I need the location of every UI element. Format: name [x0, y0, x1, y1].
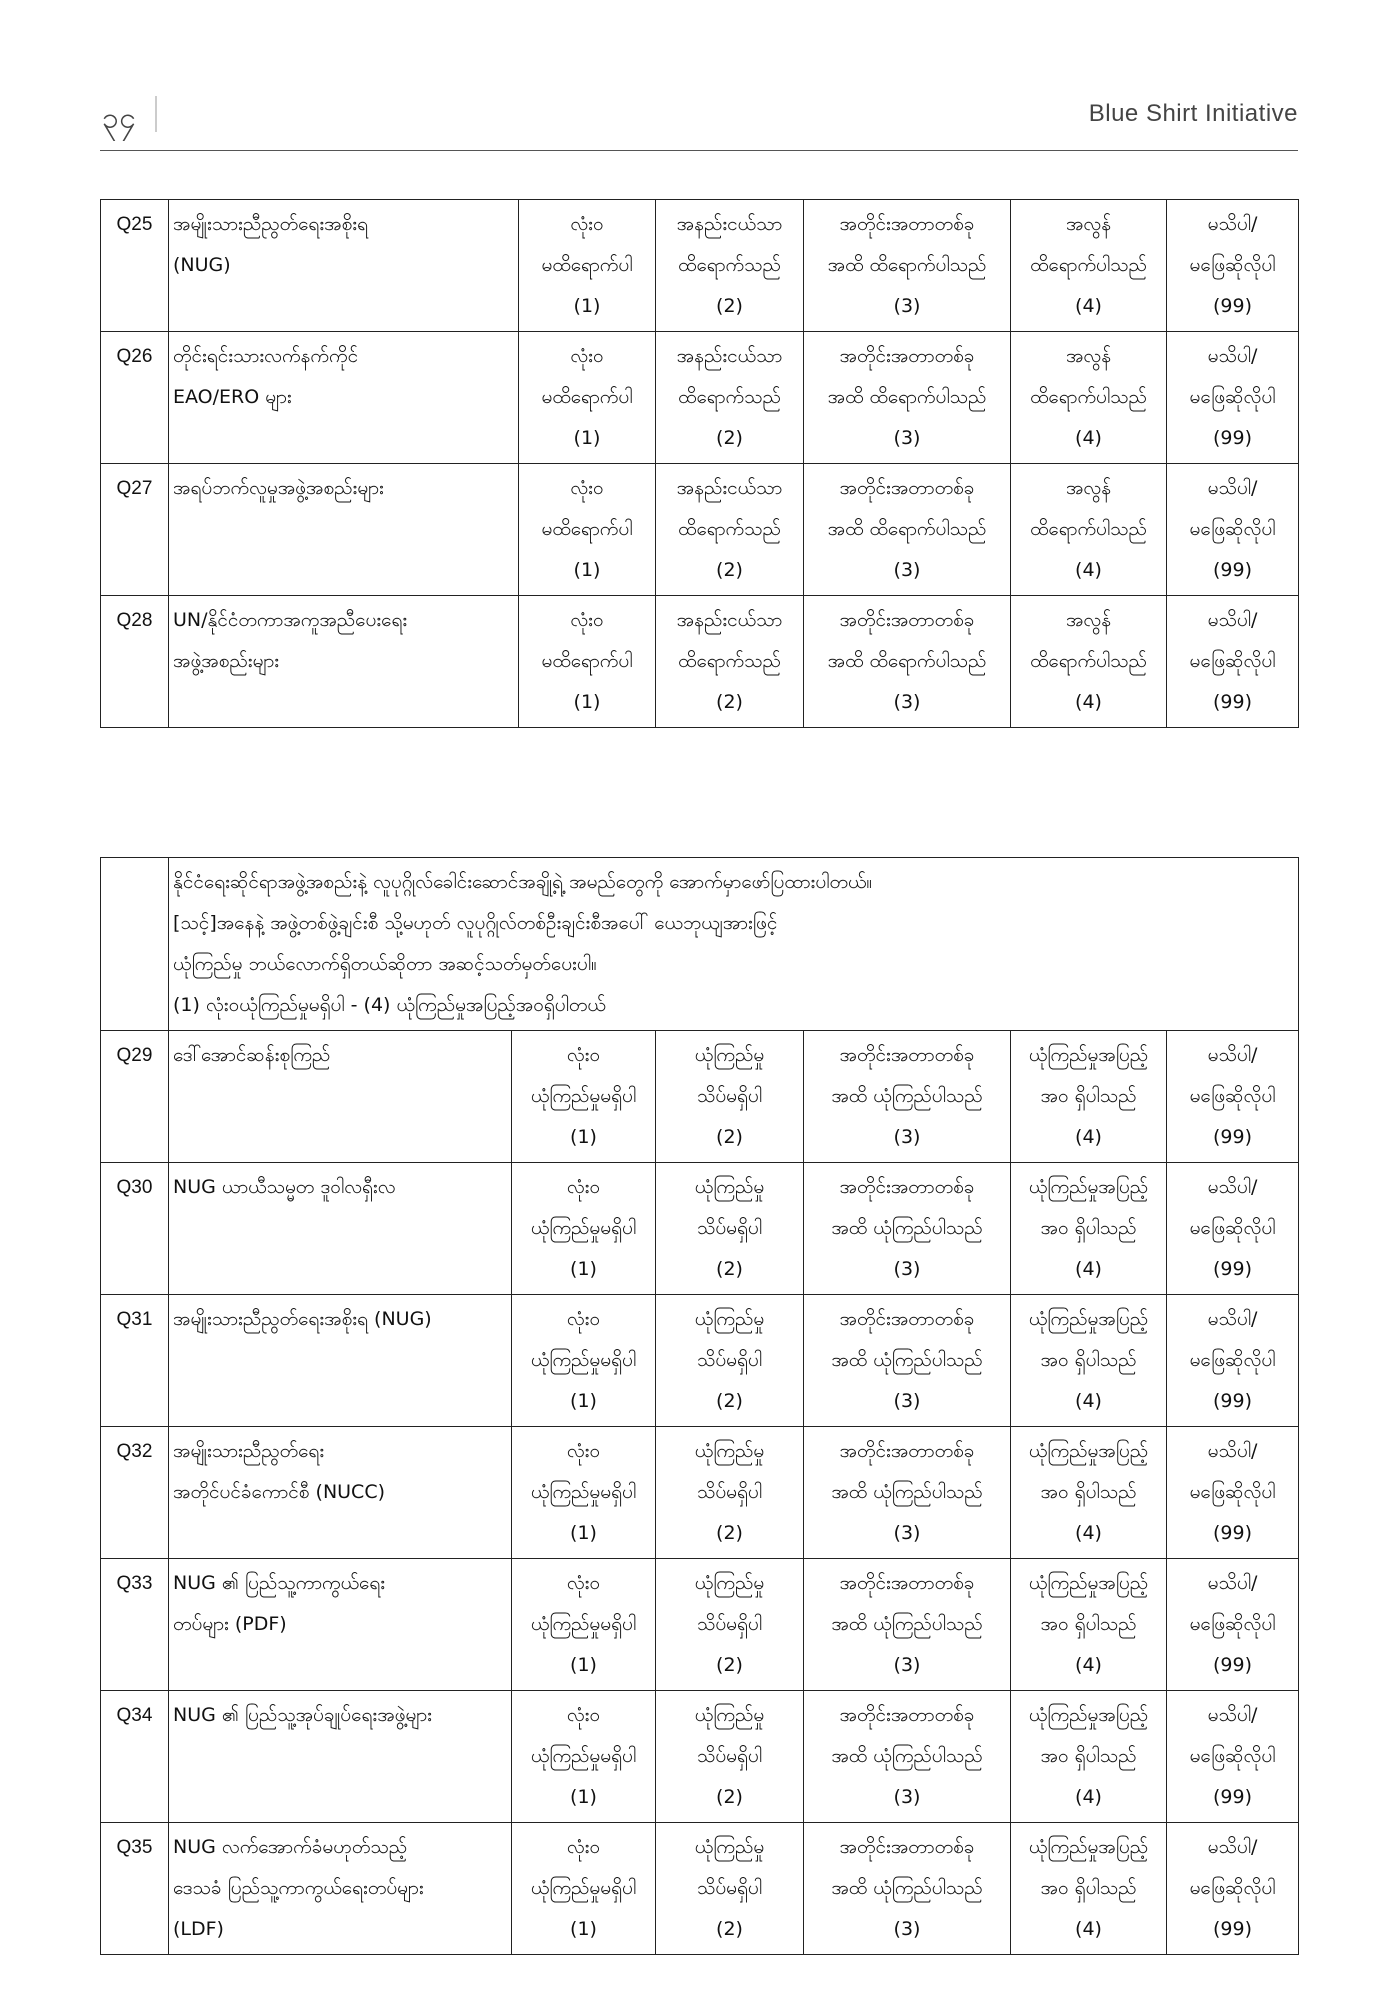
question-code: Q33: [101, 1559, 169, 1691]
question-label-line: အမျိုးသားညီညွတ်ရေးအစိုးရ: [173, 213, 369, 235]
answer-option[interactable]: [519, 332, 656, 464]
question-label: [169, 1427, 512, 1559]
question-label: [169, 1559, 512, 1691]
answer-option[interactable]: [1167, 1823, 1299, 1955]
question-label-line: အဖွဲ့အစည်းများ: [173, 650, 280, 672]
answer-option-line2: ထိရောက်သည်: [678, 518, 781, 540]
answer-option[interactable]: [1167, 1691, 1299, 1823]
answer-option-line2: မထိရောက်ပါ: [541, 650, 633, 672]
answer-option[interactable]: [804, 1031, 1011, 1163]
answer-option-code: (1): [573, 691, 601, 713]
answer-option-line1: မသိပါ/: [1207, 1440, 1258, 1462]
answer-option-line2: မဖြေဆိုလိုပါ: [1189, 1085, 1276, 1107]
answer-option[interactable]: [656, 464, 804, 596]
question-row: [101, 1427, 1299, 1559]
question-label-line: NUG ယာယီသမ္မတ ဒူဝါလရှီးလ: [173, 1176, 396, 1198]
answer-option-line2: မဖြေဆိုလိုပါ: [1189, 1877, 1276, 1899]
answer-option-line1: မသိပါ/: [1207, 1044, 1258, 1066]
answer-option[interactable]: [656, 1559, 804, 1691]
answer-option-line1: အတိုင်းအတာတစ်ခု: [839, 609, 975, 631]
question-label-line: အမျိုးသားညီညွတ်ရေး: [173, 1440, 325, 1462]
answer-option[interactable]: [519, 596, 656, 728]
answer-option[interactable]: [1011, 1823, 1167, 1955]
answer-option-line1: မသိပါ/: [1207, 1704, 1258, 1726]
question-row: [101, 1163, 1299, 1295]
answer-option-code: (3): [893, 1258, 921, 1280]
answer-option-line1: ယုံကြည်မှုအပြည့်: [1028, 1308, 1149, 1330]
answer-option-line1: လုံးဝ: [566, 1836, 601, 1858]
answer-option-line2: အဝ ရှိပါသည်: [1040, 1613, 1137, 1635]
answer-option-line1: အလွန်: [1065, 477, 1112, 499]
answer-option[interactable]: [1011, 596, 1167, 728]
answer-option-line1: မသိပါ/: [1207, 1572, 1258, 1594]
answer-option[interactable]: [656, 1691, 804, 1823]
answer-option-code: (1): [570, 1522, 597, 1544]
question-label-line: ဒေသခံ ပြည်သူ့ကာကွယ်ရေးတပ်များ: [173, 1877, 424, 1899]
answer-option[interactable]: [1167, 1031, 1299, 1163]
answer-option-line2: ထိရောက်ပါသည်: [1030, 386, 1147, 408]
answer-option-line2: မဖြေဆိုလိုပါ: [1189, 518, 1276, 540]
question-code: Q28: [101, 596, 169, 728]
answer-option[interactable]: [656, 332, 804, 464]
answer-option[interactable]: [1167, 332, 1299, 464]
answer-option-line1: ယုံကြည်မှုအပြည့်: [1028, 1044, 1149, 1066]
answer-option-code: (99): [1213, 1258, 1253, 1280]
answer-option-code: (3): [893, 1390, 921, 1412]
answer-option-line2: အထိ ထိရောက်ပါသည်: [827, 254, 987, 276]
question-label: [169, 1691, 512, 1823]
answer-option-line2: ယုံကြည်မှုမရှိပါ: [530, 1217, 637, 1239]
answer-option-code: (3): [893, 1786, 921, 1808]
question-label-line: (LDF): [173, 1918, 224, 1940]
answer-option-line2: သိပ်မရှိပါ: [696, 1481, 763, 1503]
answer-option-code: (1): [570, 1258, 597, 1280]
question-row: [101, 332, 1299, 464]
instruction-line: (1) လုံးဝယုံကြည်မှုမရှိပါ - (4) ယုံကြည်မှုအပြည့်အဝရှိပါတယ်: [173, 994, 606, 1016]
answer-option-line2: မဖြေဆိုလိုပါ: [1189, 1349, 1276, 1371]
answer-option[interactable]: [512, 1691, 656, 1823]
answer-option-line2: ထိရောက်သည်: [678, 254, 781, 276]
answer-option-line1: အတိုင်းအတာတစ်ခု: [839, 1440, 975, 1462]
answer-option-code: (99): [1213, 1918, 1253, 1940]
answer-option[interactable]: [804, 332, 1011, 464]
answer-option[interactable]: [804, 464, 1011, 596]
answer-option-line2: ယုံကြည်မှုမရှိပါ: [530, 1349, 637, 1371]
answer-option-line2: အထိ ထိရောက်ပါသည်: [827, 518, 987, 540]
answer-option-code: (1): [570, 1786, 597, 1808]
effectiveness-table: [100, 199, 1299, 728]
answer-option[interactable]: [1011, 1163, 1167, 1295]
question-label: [169, 200, 519, 332]
answer-option-code: (99): [1213, 1654, 1253, 1676]
page-number: ၃၄: [102, 101, 136, 136]
answer-option-line1: ယုံကြည်မှု: [694, 1308, 765, 1330]
answer-option[interactable]: [512, 1427, 656, 1559]
answer-option-code: (3): [893, 1654, 921, 1676]
answer-option-line1: ယုံကြည်မှု: [694, 1044, 765, 1066]
answer-option-code: (1): [573, 559, 601, 581]
answer-option-line1: လုံးဝ: [566, 1440, 601, 1462]
question-label: [169, 596, 519, 728]
answer-option-line2: အထိ ယုံကြည်ပါသည်: [831, 1877, 983, 1899]
answer-option[interactable]: [1167, 1427, 1299, 1559]
answer-option[interactable]: [512, 1823, 656, 1955]
answer-option[interactable]: [1011, 1691, 1167, 1823]
answer-option-line1: အတိုင်းအတာတစ်ခု: [839, 477, 975, 499]
question-label: [169, 1031, 512, 1163]
answer-option-line1: မသိပါ/: [1207, 1176, 1258, 1198]
question-label-line: NUG လက်အောက်ခံမဟုတ်သည့်: [173, 1836, 408, 1858]
answer-option-line1: အလွန်: [1065, 609, 1112, 631]
answer-option-code: (2): [716, 295, 743, 317]
answer-option-code: (3): [893, 427, 921, 449]
question-code: Q32: [101, 1427, 169, 1559]
answer-option-line2: သိပ်မရှိပါ: [696, 1877, 763, 1899]
answer-option-line1: ယုံကြည်မှု: [694, 1704, 765, 1726]
answer-option-code: (4): [1075, 1654, 1102, 1676]
answer-option-line1: လုံးဝ: [570, 345, 604, 367]
answer-option[interactable]: [512, 1031, 656, 1163]
answer-option-line2: ထိရောက်ပါသည်: [1030, 650, 1147, 672]
answer-option-code: (3): [893, 1126, 921, 1148]
answer-option-line2: ထိရောက်သည်: [678, 386, 781, 408]
answer-option[interactable]: [1011, 1031, 1167, 1163]
answer-option[interactable]: [804, 200, 1011, 332]
answer-option-code: (4): [1075, 1258, 1102, 1280]
answer-option-code: (99): [1212, 427, 1252, 449]
answer-option[interactable]: [1011, 1295, 1167, 1427]
answer-option-code: (1): [570, 1126, 597, 1148]
answer-option-code: (99): [1213, 1390, 1253, 1412]
answer-option-code: (99): [1212, 559, 1252, 581]
answer-option[interactable]: [804, 596, 1011, 728]
question-label-line: ဒေါ်အောင်ဆန်းစုကြည်: [173, 1044, 331, 1066]
answer-option-line2: အဝ ရှိပါသည်: [1040, 1877, 1137, 1899]
header-divider-tick: [155, 96, 157, 132]
question-code: Q27: [101, 464, 169, 596]
answer-option-line1: လုံးဝ: [570, 609, 604, 631]
answer-option[interactable]: [519, 464, 656, 596]
answer-option-line1: အတိုင်းအတာတစ်ခု: [839, 1176, 975, 1198]
answer-option[interactable]: [1011, 200, 1167, 332]
answer-option-line2: ထိရောက်သည်: [678, 650, 781, 672]
answer-option-line2: အဝ ရှိပါသည်: [1040, 1085, 1137, 1107]
answer-option[interactable]: [1167, 200, 1299, 332]
answer-option[interactable]: [804, 1295, 1011, 1427]
question-code: Q34: [101, 1691, 169, 1823]
answer-option-line1: အနည်းငယ်သာ: [676, 213, 783, 235]
answer-option-code: (4): [1075, 1918, 1102, 1940]
answer-option-line1: မသိပါ/: [1207, 1836, 1258, 1858]
question-label: [169, 1163, 512, 1295]
answer-option-code: (4): [1075, 559, 1102, 581]
answer-option-line1: လုံးဝ: [566, 1308, 601, 1330]
answer-option-line1: အတိုင်းအတာတစ်ခု: [839, 1704, 975, 1726]
answer-option-line2: အထိ ယုံကြည်ပါသည်: [831, 1217, 983, 1239]
answer-option[interactable]: [1011, 1559, 1167, 1691]
answer-option-line1: လုံးဝ: [566, 1704, 601, 1726]
answer-option-code: (99): [1213, 1522, 1253, 1544]
answer-option-line1: ယုံကြည်မှုအပြည့်: [1028, 1176, 1149, 1198]
answer-option-code: (4): [1075, 427, 1102, 449]
answer-option[interactable]: [1011, 464, 1167, 596]
answer-option[interactable]: [1011, 332, 1167, 464]
answer-option[interactable]: [804, 1559, 1011, 1691]
question-label: [169, 1823, 512, 1955]
question-code: Q25: [101, 200, 169, 332]
question-label-line: တပ်များ (PDF): [173, 1613, 287, 1635]
question-code: Q35: [101, 1823, 169, 1955]
instruction-row: [101, 858, 1299, 1031]
answer-option-line2: ယုံကြည်မှုမရှိပါ: [530, 1613, 637, 1635]
answer-option[interactable]: [656, 1823, 804, 1955]
answer-option-line2: အထိ ယုံကြည်ပါသည်: [831, 1481, 983, 1503]
trust-table: [100, 857, 1299, 1955]
question-label-line: EAO/ERO များ: [173, 386, 292, 408]
answer-option[interactable]: [804, 1823, 1011, 1955]
answer-option-line1: အတိုင်းအတာတစ်ခု: [839, 1836, 975, 1858]
answer-option[interactable]: [656, 596, 804, 728]
answer-option[interactable]: [656, 1163, 804, 1295]
answer-option-line1: လုံးဝ: [566, 1044, 601, 1066]
answer-option-line2: အဝ ရှိပါသည်: [1040, 1745, 1137, 1767]
answer-option-code: (3): [893, 559, 921, 581]
answer-option-line2: သိပ်မရှိပါ: [696, 1217, 763, 1239]
answer-option[interactable]: [804, 1691, 1011, 1823]
answer-option-line2: အထိ ထိရောက်ပါသည်: [827, 650, 987, 672]
question-row: [101, 200, 1299, 332]
answer-option-code: (3): [893, 1522, 921, 1544]
answer-option-line1: အတိုင်းအတာတစ်ခု: [839, 1044, 975, 1066]
answer-option-line2: အထိ ယုံကြည်ပါသည်: [831, 1085, 983, 1107]
question-label: [169, 464, 519, 596]
answer-option-line1: မသိပါ/: [1207, 609, 1258, 631]
answer-option[interactable]: [519, 200, 656, 332]
question-label: [169, 1295, 512, 1427]
question-label-line: အမျိုးသားညီညွတ်ရေးအစိုးရ (NUG): [173, 1308, 432, 1330]
answer-option-code: (2): [716, 427, 743, 449]
answer-option-line1: ယုံကြည်မှု: [694, 1440, 765, 1462]
question-code: Q29: [101, 1031, 169, 1163]
answer-option-line2: အထိ ယုံကြည်ပါသည်: [831, 1613, 983, 1635]
answer-option-code: (3): [893, 1918, 921, 1940]
answer-option-line1: အလွန်: [1065, 213, 1112, 235]
instruction-line: နိုင်ငံရေးဆိုင်ရာအဖွဲ့အစည်းနဲ့ လူပုဂ္ဂိုလ်ခေါင်းဆောင်အချို့ရဲ့ အမည်တွေကို အောက်မှာဖော်ပြထားပါတယ်။: [173, 871, 873, 893]
question-label-line: NUG ၏ ပြည်သူ့အုပ်ချုပ်ရေးအဖွဲ့များ: [173, 1704, 432, 1726]
answer-option-line1: ယုံကြည်မှုအပြည့်: [1028, 1440, 1149, 1462]
answer-option-code: (1): [573, 295, 601, 317]
answer-option-code: (4): [1075, 1126, 1102, 1148]
answer-option[interactable]: [1167, 1163, 1299, 1295]
answer-option-code: (99): [1212, 295, 1252, 317]
answer-option-line2: မဖြေဆိုလိုပါ: [1189, 254, 1276, 276]
instruction-line: [သင့်]အနေနဲ့ အဖွဲ့တစ်ဖွဲ့ချင်းစီ သို့မဟုတ် လူပုဂ္ဂိုလ်တစ်ဦးချင်းစီအပေါ် ယေဘုယျအားဖြင့်: [173, 912, 778, 934]
question-row: [101, 1031, 1299, 1163]
answer-option-code: (1): [570, 1654, 597, 1676]
answer-option-code: (1): [570, 1918, 597, 1940]
instruction-blank-cell: [101, 858, 169, 1031]
answer-option[interactable]: [656, 200, 804, 332]
answer-option[interactable]: [1167, 464, 1299, 596]
answer-option-line2: ယုံကြည်မှုမရှိပါ: [530, 1877, 637, 1899]
question-label-line: NUG ၏ ပြည်သူ့ကာကွယ်ရေး: [173, 1572, 386, 1594]
answer-option-line1: အလွန်: [1065, 345, 1112, 367]
answer-option-code: (3): [893, 295, 921, 317]
answer-option-code: (2): [716, 1786, 743, 1808]
answer-option-code: (99): [1213, 1786, 1253, 1808]
answer-option-line2: မဖြေဆိုလိုပါ: [1189, 650, 1276, 672]
answer-option-code: (4): [1075, 1390, 1102, 1412]
answer-option[interactable]: [512, 1295, 656, 1427]
answer-option-line2: မဖြေဆိုလိုပါ: [1189, 1745, 1276, 1767]
answer-option-line2: မထိရောက်ပါ: [541, 386, 633, 408]
answer-option-code: (1): [570, 1390, 597, 1412]
answer-option-line1: အတိုင်းအတာတစ်ခု: [839, 345, 975, 367]
answer-option-line2: အထိ ထိရောက်ပါသည်: [827, 386, 987, 408]
question-row: [101, 464, 1299, 596]
instruction-line: ယုံကြည်မှု ဘယ်လောက်ရှိတယ်ဆိုတာ အဆင့်သတ်မှတ်ပေးပါ။: [173, 953, 597, 975]
answer-option-line2: အထိ ယုံကြည်ပါသည်: [831, 1349, 983, 1371]
answer-option-code: (4): [1075, 691, 1102, 713]
answer-option-line1: အနည်းငယ်သာ: [676, 609, 783, 631]
answer-option-line2: ယုံကြည်မှုမရှိပါ: [530, 1085, 637, 1107]
question-row: [101, 1559, 1299, 1691]
answer-option[interactable]: [804, 1427, 1011, 1559]
answer-option-line1: အတိုင်းအတာတစ်ခု: [839, 213, 975, 235]
answer-option-line2: မထိရောက်ပါ: [541, 518, 633, 540]
answer-option-line2: သိပ်မရှိပါ: [696, 1085, 763, 1107]
answer-option-code: (1): [573, 427, 601, 449]
question-row: [101, 1295, 1299, 1427]
answer-option[interactable]: [804, 1163, 1011, 1295]
answer-option-line1: အနည်းငယ်သာ: [676, 345, 783, 367]
answer-option-line1: လုံးဝ: [570, 213, 604, 235]
answer-option-line1: မသိပါ/: [1207, 1308, 1258, 1330]
answer-option-line1: ယုံကြည်မှု: [694, 1572, 765, 1594]
page-header-title: Blue Shirt Initiative: [1088, 100, 1298, 127]
answer-option-line1: ယုံကြည်မှု: [694, 1176, 765, 1198]
instruction-text: [169, 858, 1299, 1031]
answer-option-line2: ယုံကြည်မှုမရှိပါ: [530, 1745, 637, 1767]
answer-option-code: (2): [716, 1654, 743, 1676]
answer-option-line1: ယုံကြည်မှုအပြည့်: [1028, 1836, 1149, 1858]
answer-option-line2: မဖြေဆိုလိုပါ: [1189, 386, 1276, 408]
answer-option-code: (4): [1075, 1522, 1102, 1544]
answer-option-line2: သိပ်မရှိပါ: [696, 1349, 763, 1371]
answer-option-line1: မသိပါ/: [1207, 345, 1258, 367]
answer-option-line2: သိပ်မရှိပါ: [696, 1613, 763, 1635]
answer-option-code: (3): [893, 691, 921, 713]
question-code: Q30: [101, 1163, 169, 1295]
answer-option-line1: မသိပါ/: [1207, 213, 1258, 235]
answer-option-code: (2): [716, 1258, 743, 1280]
answer-option-code: (2): [716, 1390, 743, 1412]
question-code: Q31: [101, 1295, 169, 1427]
answer-option-line1: ယုံကြည်မှု: [694, 1836, 765, 1858]
question-row: [101, 1823, 1299, 1955]
answer-option-line2: ထိရောက်ပါသည်: [1030, 254, 1147, 276]
answer-option-line2: မဖြေဆိုလိုပါ: [1189, 1613, 1276, 1635]
answer-option-code: (2): [716, 1126, 743, 1148]
answer-option-code: (2): [716, 559, 743, 581]
answer-option-line2: အဝ ရှိပါသည်: [1040, 1217, 1137, 1239]
answer-option-line2: သိပ်မရှိပါ: [696, 1745, 763, 1767]
answer-option-line1: လုံးဝ: [570, 477, 604, 499]
answer-option-line1: မသိပါ/: [1207, 477, 1258, 499]
question-label-line: တိုင်းရင်းသားလက်နက်ကိုင်: [173, 345, 359, 367]
question-label-line: (NUG): [173, 254, 231, 276]
answer-option[interactable]: [1167, 596, 1299, 728]
answer-option[interactable]: [1167, 1559, 1299, 1691]
answer-option-line1: ယုံကြည်မှုအပြည့်: [1028, 1572, 1149, 1594]
answer-option[interactable]: [656, 1031, 804, 1163]
answer-option-code: (2): [716, 1918, 743, 1940]
answer-option[interactable]: [656, 1427, 804, 1559]
question-code: Q26: [101, 332, 169, 464]
question-row: [101, 596, 1299, 728]
answer-option-code: (4): [1075, 295, 1102, 317]
header-rule: [100, 150, 1298, 151]
answer-option[interactable]: [1167, 1295, 1299, 1427]
question-label-line: အရပ်ဘက်လူမှုအဖွဲ့အစည်းများ: [173, 477, 384, 499]
question-label: [169, 332, 519, 464]
answer-option-line2: မထိရောက်ပါ: [541, 254, 633, 276]
answer-option-line2: အဝ ရှိပါသည်: [1040, 1481, 1137, 1503]
answer-option-line1: အတိုင်းအတာတစ်ခု: [839, 1572, 975, 1594]
answer-option-line1: လုံးဝ: [566, 1572, 601, 1594]
answer-option-code: (2): [716, 691, 743, 713]
answer-option-line2: ယုံကြည်မှုမရှိပါ: [530, 1481, 637, 1503]
answer-option-line1: အတိုင်းအတာတစ်ခု: [839, 1308, 975, 1330]
question-row: [101, 1691, 1299, 1823]
answer-option-code: (2): [716, 1522, 743, 1544]
answer-option-line2: မဖြေဆိုလိုပါ: [1189, 1481, 1276, 1503]
answer-option[interactable]: [512, 1559, 656, 1691]
question-label-line: အတိုင်ပင်ခံကောင်စီ (NUCC): [173, 1481, 386, 1503]
answer-option-code: (4): [1075, 1786, 1102, 1808]
answer-option-code: (99): [1213, 1126, 1253, 1148]
answer-option-line1: လုံးဝ: [566, 1176, 601, 1198]
answer-option-line1: ယုံကြည်မှုအပြည့်: [1028, 1704, 1149, 1726]
answer-option-line2: မဖြေဆိုလိုပါ: [1189, 1217, 1276, 1239]
question-label-line: UN/နိုင်ငံတကာအကူအညီပေးရေး: [173, 609, 408, 631]
answer-option-line2: အဝ ရှိပါသည်: [1040, 1349, 1137, 1371]
answer-option-code: (99): [1212, 691, 1252, 713]
answer-option[interactable]: [1011, 1427, 1167, 1559]
answer-option[interactable]: [656, 1295, 804, 1427]
answer-option-line2: ထိရောက်ပါသည်: [1030, 518, 1147, 540]
answer-option-line2: အထိ ယုံကြည်ပါသည်: [831, 1745, 983, 1767]
answer-option-line1: အနည်းငယ်သာ: [676, 477, 783, 499]
answer-option[interactable]: [512, 1163, 656, 1295]
